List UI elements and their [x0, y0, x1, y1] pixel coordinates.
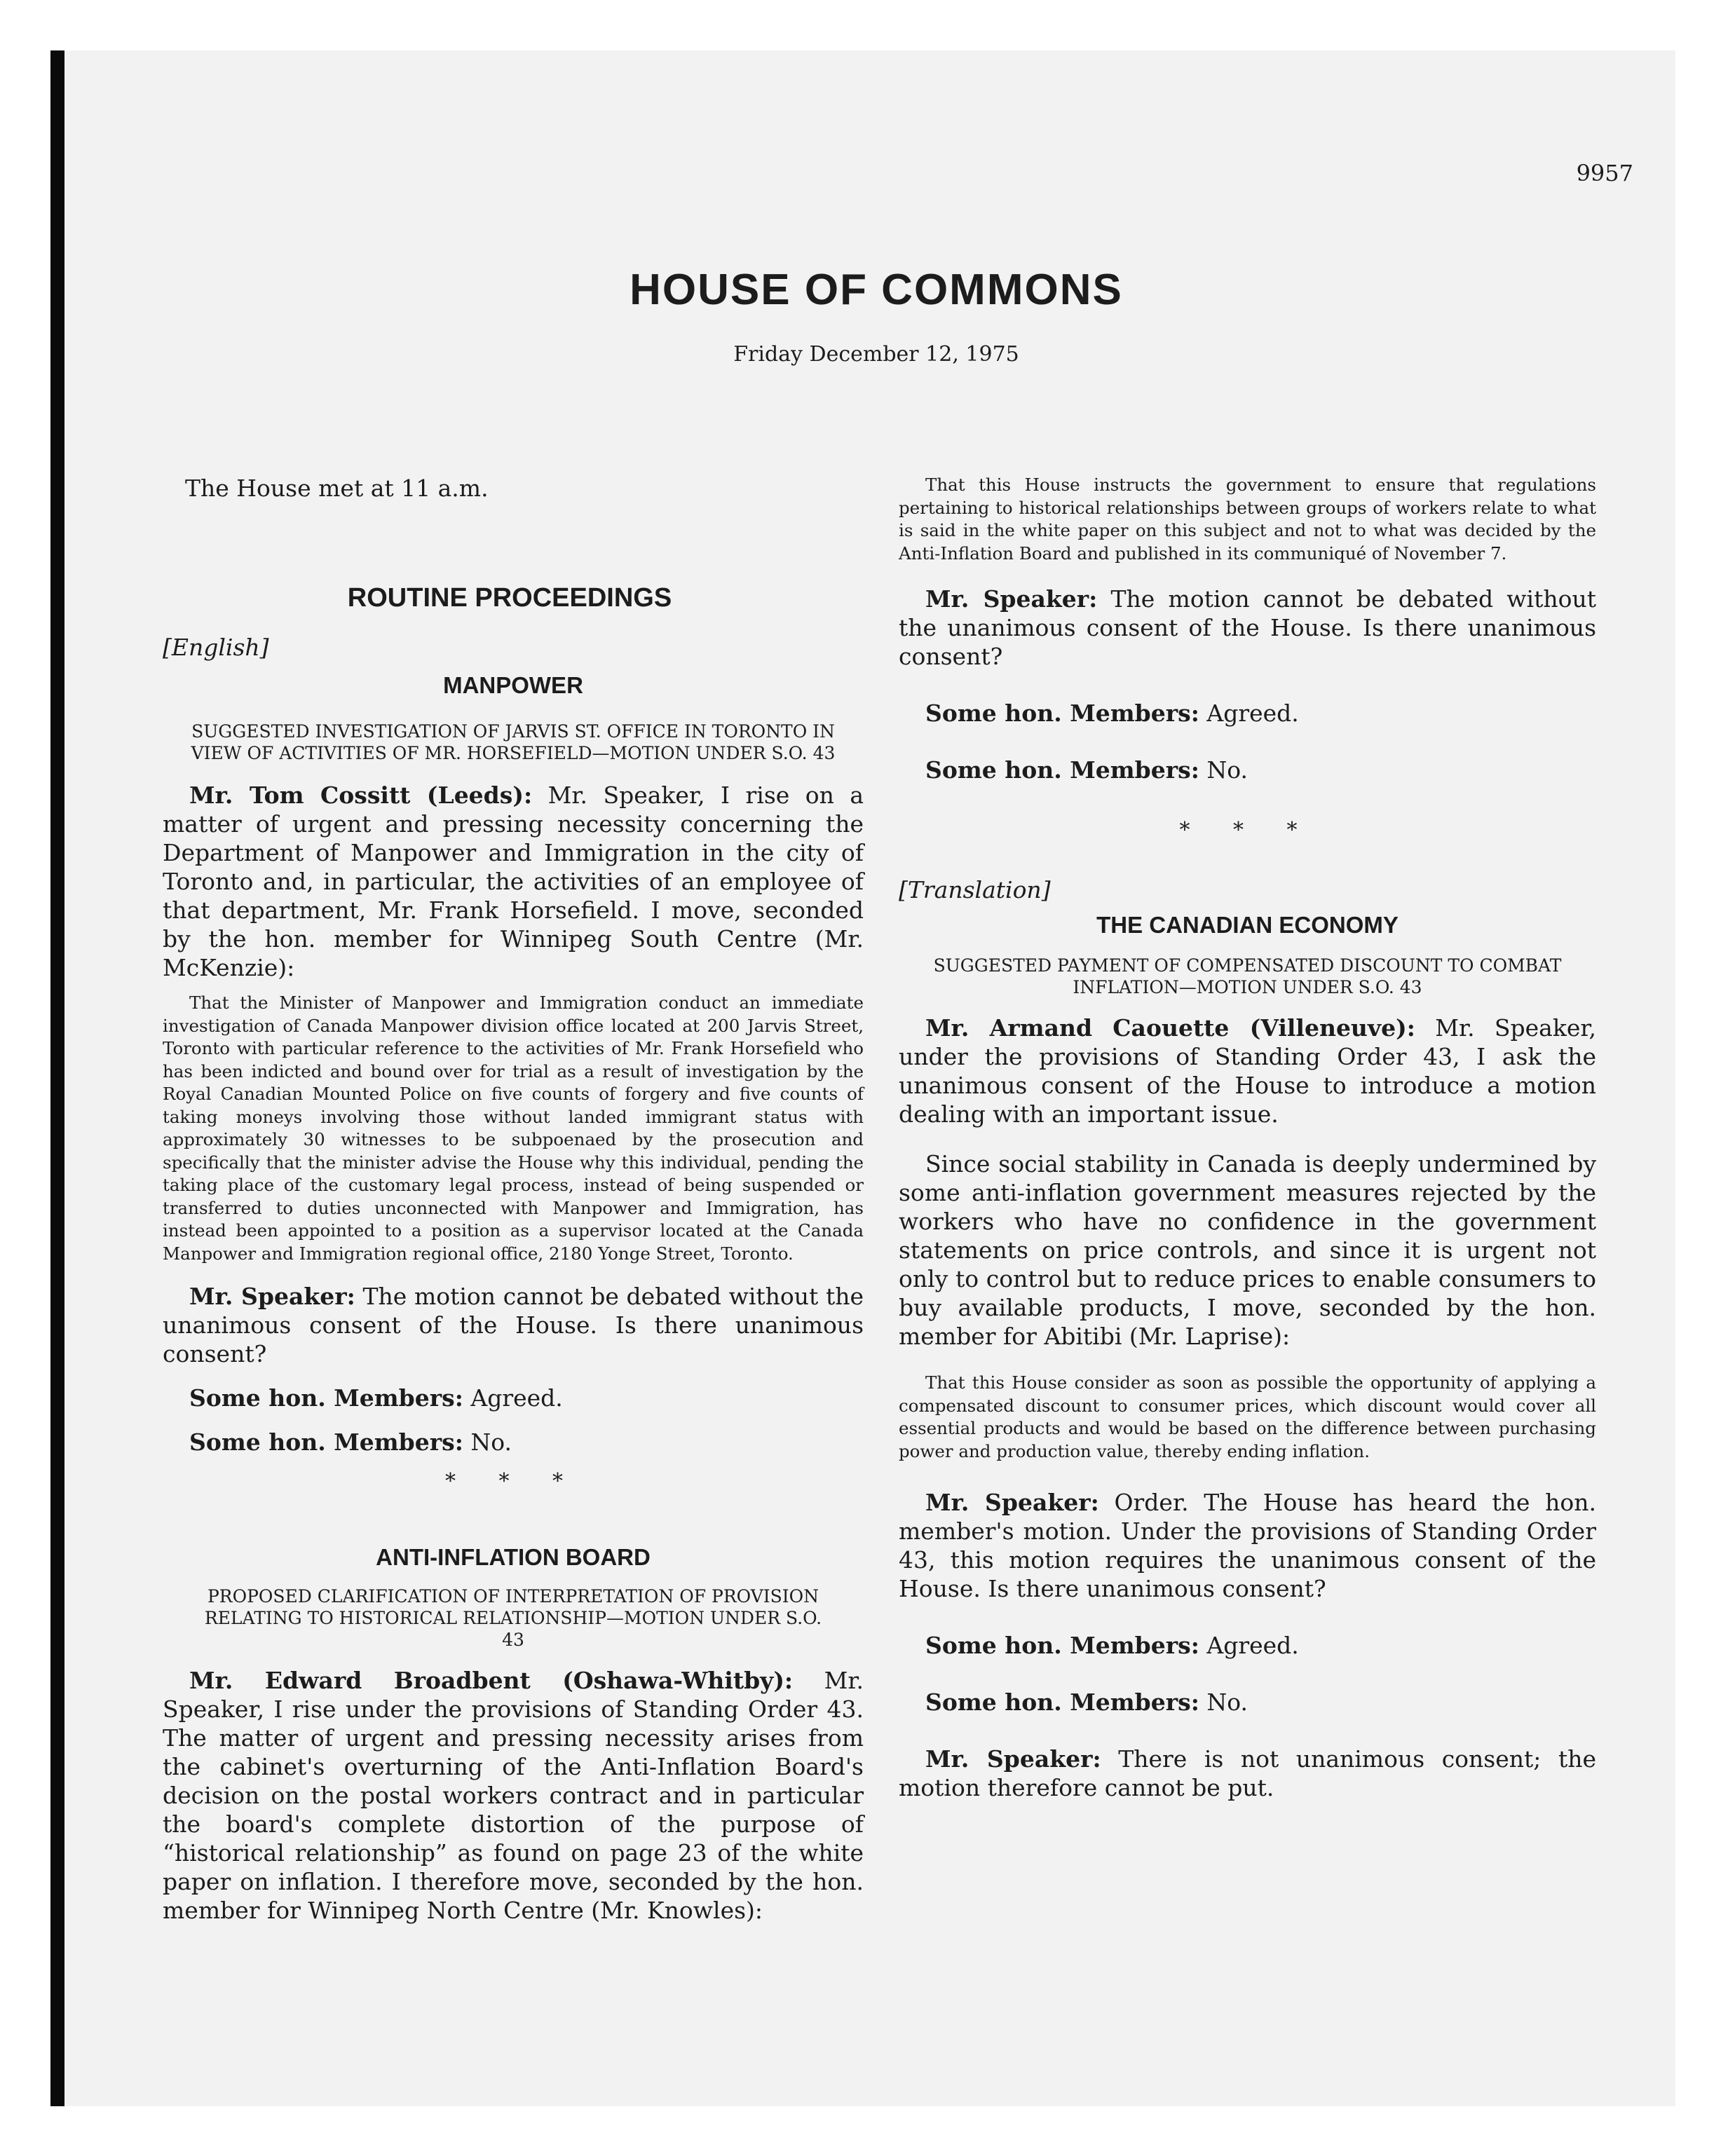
speaker-ruling-4 [899, 1745, 1596, 1802]
statement-text: The motion cannot be debated without the unanimous consent of the House. Is there unanimous consent? [163, 1283, 864, 1367]
speaker-name: Some hon. Members: [925, 700, 1199, 727]
caouette-statement-continued: Since social stability in Canada is deeply undermined by some anti-inflation government measures rejected by the workers who have no confidence in the government statements on price controls, and since it is urgent not only to control but to reduce prices to enable consumers to buy available products, I move, seconded by the hon. member for Abitibi (Mr. Laprise): [899, 1150, 1596, 1350]
speaker-name: Mr. Speaker: [925, 1489, 1099, 1516]
statement-text: Mr. Speaker, I rise under the provisions of Standing Order 43. The matter of urgent and pressing necessity arises from the cabinet's overturning of the Anti-Inflation Board's decision on the postal workers contract and in particular the board's complete distortion of the purpose of “historical relationship” as found on page 23 of the white paper on inflation. I therefore move, seconded by the hon. member for Winnipeg North Centre (Mr. Knowles): [163, 1667, 864, 1924]
manpower-subheading: SUGGESTED INVESTIGATION OF JARVIS ST. OFFICE IN TORONTO IN VIEW OF ACTIVITIES OF MR. HORSEFIELD—MOTION UNDER S.O. 43 [191, 721, 836, 763]
right-column [899, 474, 1596, 1802]
canadian-economy-subheading: SUGGESTED PAYMENT OF COMPENSATED DISCOUNT TO COMBAT INFLATION—MOTION UNDER S.O. 43 [933, 955, 1562, 997]
members-agreed [163, 1384, 864, 1412]
statement-text: No. [463, 1428, 512, 1456]
speaker-name: Mr. Armand Caouette (Villeneuve): [925, 1014, 1415, 1042]
scan-edge [50, 50, 64, 2106]
routine-proceedings-heading: ROUTINE PROCEEDINGS [347, 583, 672, 613]
speaker-name: Some hon. Members: [189, 1384, 463, 1412]
speaker-name: Mr. Tom Cossitt (Leeds): [189, 782, 533, 809]
broadbent-motion: That this House instructs the government to ensure that regulations pertaining to historical relationships between groups of workers relate to what is said in the white paper on this subject and not to what was decided by the Anti-Inflation Board and published in its communiqué of November 7. [899, 475, 1596, 564]
section-divider: * * * [1179, 818, 1316, 842]
language-note-translation: [Translation] [899, 876, 1051, 903]
page-title: HOUSE OF COMMONS [630, 266, 1123, 314]
caouette-statement [899, 1014, 1596, 1128]
cossitt-motion: That the Minister of Manpower and Immigration conduct an immediate investigation of Canada Manpower division office located at 200 Jarvis Street, Toronto with particular reference to the activities of Mr. Frank Horsefield who has been indicted and bound over for trial as a result of investigation by the Royal Canadian Mounted Police on five counts of forgery and five counts of taking moneys involving those without landed immigrant status with approximately 30 witnesses to be subpoenaed by the prosecution and specifically that the minister advise the House why this individual, pending the taking place of the customary legal process, instead of being suspended or transferred to duties unconnected with Manpower and Immigration, has instead been appointed to a position as a supervisor located at the Canada Manpower and Immigration regional office, 2180 Yonge Street, Toronto. [163, 992, 864, 1264]
statement-text: Mr. Speaker, I rise on a matter of urgent and pressing necessity concerning the Department of Manpower and Immigration in the city of Toronto and, in particular, the activities of an employee of that department, Mr. Frank Horsefield. I move, seconded by the hon. member for Winnipeg South Centre (Mr. McKenzie): [163, 782, 864, 981]
statement-text: Order. The House has heard the hon. member's motion. Under the provisions of Standing Order 43, this motion requires the unanimous consent of the House. Is there unanimous consent? [899, 1489, 1596, 1602]
anti-inflation-subheading: PROPOSED CLARIFICATION OF INTERPRETATION OF PROVISION RELATING TO HISTORICAL RELATIONSHIP—MOTION UNDER S.O. 43 [204, 1586, 822, 1650]
statement-text: Agreed. [463, 1384, 563, 1412]
section-divider: * * * [444, 1469, 582, 1494]
statement-text: Agreed. [1199, 700, 1299, 727]
statement-text: No. [1199, 1688, 1248, 1716]
broadbent-statement [163, 1666, 864, 1925]
speaker-name: Some hon. Members: [189, 1428, 463, 1456]
statement-text: No. [1199, 756, 1248, 784]
speaker-name: Mr. Edward Broadbent (Oshawa-Whitby): [189, 1667, 794, 1694]
page-number: 9957 [1576, 160, 1633, 186]
speaker-name: Mr. Speaker: [925, 1745, 1101, 1773]
caouette-motion: That this House consider as soon as possible the opportunity of applying a compensated discount to consumer prices, which discount would cover all essential products and would be based on the difference between purchasing power and production value, thereby ending inflation. [899, 1372, 1596, 1461]
statement-text: There is not unanimous consent; the motion therefore cannot be put. [899, 1745, 1596, 1801]
sitting-opening: The House met at 11 a.m. [185, 475, 489, 502]
members-agreed [899, 699, 1596, 728]
left-column [163, 474, 864, 1925]
members-no [899, 1688, 1596, 1717]
cossitt-statement [163, 781, 864, 982]
members-no [163, 1428, 864, 1456]
statement-text: Agreed. [1199, 1632, 1299, 1659]
canadian-economy-heading: THE CANADIAN ECONOMY [1096, 912, 1399, 938]
anti-inflation-heading: ANTI-INFLATION BOARD [376, 1544, 651, 1570]
speaker-name: Mr. Speaker: [925, 585, 1098, 613]
speaker-ruling-2 [899, 585, 1596, 671]
speaker-ruling-1 [163, 1282, 864, 1368]
speaker-name: Some hon. Members: [925, 1688, 1199, 1716]
speaker-name: Mr. Speaker: [189, 1283, 355, 1310]
statement-text: The motion cannot be debated without the unanimous consent of the House. Is there unanimous consent? [899, 585, 1597, 670]
speaker-name: Some hon. Members: [925, 1632, 1199, 1659]
manpower-heading: MANPOWER [443, 672, 583, 698]
language-note-english: [English] [163, 634, 269, 661]
speaker-ruling-3 [899, 1488, 1596, 1603]
sitting-date: Friday December 12, 1975 [733, 342, 1019, 367]
statement-text: Mr. Speaker, under the provisions of Standing Order 43, I ask the unanimous consent of the House to introduce a motion dealing with an important issue. [899, 1014, 1597, 1128]
members-no [899, 756, 1596, 784]
members-agreed [899, 1631, 1596, 1660]
speaker-name: Some hon. Members: [925, 756, 1199, 784]
